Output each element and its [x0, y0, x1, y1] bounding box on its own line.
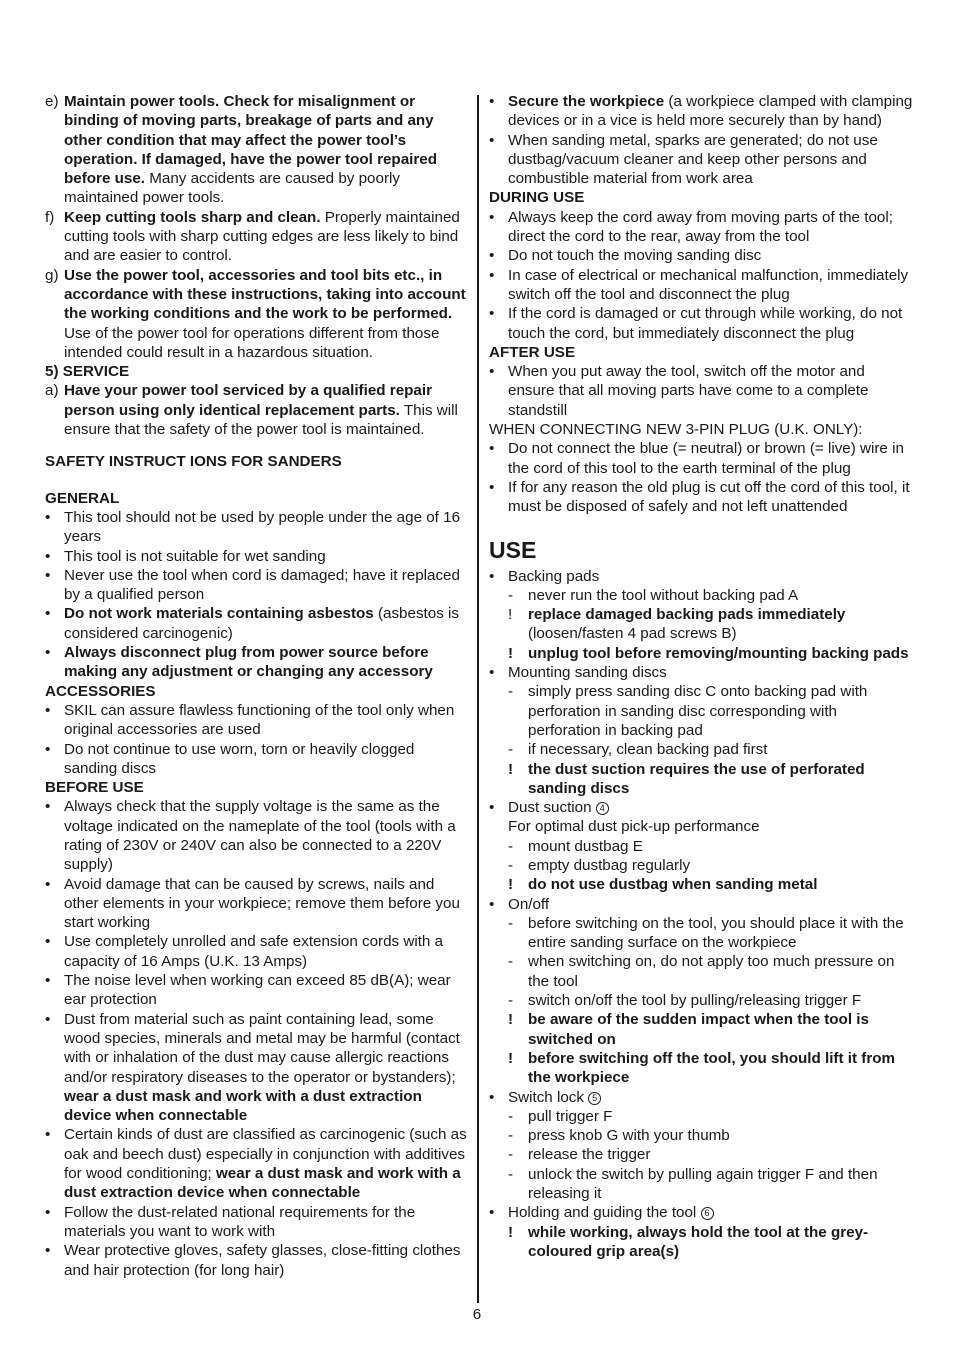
body-text: Backing pads — [508, 567, 600, 585]
body-text: This will ensure that the safety of the power tool is maintained. — [64, 401, 458, 439]
bullet-item — [489, 92, 913, 131]
bullet-marker: • — [489, 93, 495, 110]
section-heading — [45, 362, 469, 381]
body-text: BEFORE USE — [45, 779, 144, 797]
body-text: release the trigger — [528, 1146, 651, 1164]
bullet-marker: • — [489, 1204, 495, 1222]
body-text: Dust from material such as paint containing lead, some wood species, minerals and metal may be harmful (contact with or inhalation of the dust may cause allergic reactions and/or respiratory diseases to the operator or bystanders); — [64, 1010, 460, 1086]
body-text: This tool is not suitable for wet sanding — [64, 547, 326, 565]
body-text: Mounting sanding discs — [508, 664, 667, 682]
bullet-item — [45, 1125, 469, 1202]
bullet-marker: • — [489, 478, 495, 496]
sub-item — [489, 1107, 913, 1126]
body-text: 5) SERVICE — [45, 363, 130, 381]
bullet-item — [45, 1203, 469, 1242]
bullet-marker: • — [489, 1088, 495, 1106]
bullet-item — [489, 304, 913, 343]
bullet-item — [45, 604, 469, 643]
bullet-marker: • — [489, 131, 495, 149]
body-text: When you put away the tool, switch off the motor and ensure that all moving parts have come to a complete standstill — [508, 363, 869, 419]
bold-text: unplug tool before removing/mounting backing pads — [528, 644, 909, 662]
right-column — [489, 92, 913, 1261]
bullet-item — [489, 439, 913, 478]
bullet-marker: • — [45, 1010, 51, 1028]
sub-item — [489, 991, 913, 1010]
body-text: ACCESSORIES — [45, 682, 156, 700]
item-letter: e) — [45, 93, 59, 110]
bullet-item — [489, 663, 913, 682]
sub-item — [489, 952, 913, 991]
body-text: Switch lock — [508, 1088, 589, 1106]
bullet-marker: • — [489, 799, 495, 817]
bullet-item — [45, 1010, 469, 1126]
warning-marker: ! — [508, 760, 514, 778]
sub-item — [489, 914, 913, 953]
body-text: before switching on the tool, you should place it with the entire sanding surface on the workpiece — [528, 914, 904, 952]
body-text: SAFETY INSTRUCT IONS FOR SANDERS — [45, 453, 342, 471]
bullet-item — [45, 1241, 469, 1280]
body-text: The noise level when working can exceed 85 dB(A); wear ear protection — [64, 972, 451, 1009]
body-text: In case of electrical or mechanical malfunction, immediately switch off the tool and disconnect the plug — [508, 266, 909, 303]
body-text: SKIL can assure flawless functioning of the tool only when original accessories are used — [64, 701, 455, 739]
sub-item — [489, 586, 913, 605]
body-text: When sanding metal, sparks are generated; do not use dustbag/vacuum cleaner and keep other persons and combustible material from work area — [508, 131, 878, 188]
bullet-item — [489, 266, 913, 305]
body-text: If for any reason the old plug is cut off the cord of this tool, it must be disposed of safely and not left unattended — [508, 478, 910, 516]
body-text: Use completely unrolled and safe extension cords with a capacity of 16 Amps (U.K. 13 Amps) — [64, 933, 444, 970]
bullet-marker: • — [45, 875, 51, 893]
bullet-item — [489, 1203, 913, 1222]
body-text: (loosen/fasten 4 pad screws B) — [528, 625, 737, 643]
sub-item — [489, 1049, 913, 1088]
figure-reference-icon: 5 — [588, 1092, 601, 1105]
section-heading — [489, 188, 913, 207]
bullet-marker: • — [45, 972, 51, 990]
lettered-item — [45, 266, 469, 362]
warning-marker: ! — [508, 606, 513, 624]
body-text: This tool should not be used by people under the age of 16 years — [64, 508, 461, 546]
sub-item — [489, 1010, 913, 1049]
bullet-marker: • — [489, 567, 495, 585]
bullet-marker: • — [45, 508, 51, 526]
bullet-item — [489, 208, 913, 247]
sub-item — [489, 760, 913, 799]
sub-item — [489, 1223, 913, 1262]
body-text: Do not connect the blue (= neutral) or brown (= live) wire in the cord of this tool to the earth terminal of the plug — [508, 440, 904, 477]
lettered-item — [45, 92, 469, 208]
bullet-item — [489, 567, 913, 586]
section-heading — [45, 489, 469, 508]
bullet-marker: • — [489, 363, 495, 381]
sub-item — [489, 644, 913, 663]
body-text: Always keep the cord away from moving parts of the tool; direct the cord to the rear, away from the tool — [508, 208, 893, 246]
dash-marker: - — [508, 914, 514, 932]
text-line — [489, 420, 913, 439]
bullet-marker: • — [489, 664, 495, 682]
body-text: mount dustbag E — [528, 837, 643, 855]
item-letter: g) — [45, 266, 59, 284]
dash-marker: - — [508, 953, 514, 971]
sub-item — [489, 856, 913, 875]
bold-text: Do not work materials containing asbestos — [64, 605, 374, 623]
bold-text: wear a dust mask and work with a dust extraction device when connectable — [64, 1087, 422, 1125]
sub-item — [489, 605, 913, 644]
body-text: Do not touch the moving sanding disc — [508, 247, 762, 265]
bold-text: do not use dustbag when sanding metal — [528, 876, 818, 894]
bold-text: be aware of the sudden impact when the tool is switched on — [528, 1011, 869, 1048]
body-text: On/off — [508, 895, 550, 913]
dash-marker: - — [508, 837, 514, 855]
bullet-item — [489, 131, 913, 189]
warning-marker: ! — [508, 1011, 514, 1029]
bullet-marker: • — [45, 1242, 51, 1260]
body-text: Wear protective gloves, safety glasses, close-fitting clothes and hair protection (for long hair) — [64, 1242, 461, 1279]
bold-text: Maintain power tools. Check for misalignment or binding of moving parts, breakage of parts and any other condition that may affect the power tool’s operation. If damaged, have the power tool repaired before use. — [64, 93, 438, 188]
bullet-item — [45, 740, 469, 779]
bullet-marker: • — [45, 933, 51, 951]
warning-marker: ! — [508, 1049, 514, 1067]
bullet-marker: • — [489, 440, 495, 458]
body-text: If the cord is damaged or cut through while working, do not touch the cord, but immediately disconnect the plug — [508, 305, 903, 342]
section-title — [489, 537, 913, 564]
section-heading — [45, 452, 469, 471]
body-text: GENERAL — [45, 489, 120, 507]
body-text: Never use the tool when cord is damaged; have it replaced by a qualified person — [64, 566, 460, 604]
body-text: USE — [489, 536, 537, 563]
bullet-marker: • — [45, 740, 51, 758]
page-number: 6 — [472, 1306, 482, 1323]
lettered-item — [45, 381, 469, 439]
body-text: if necessary, clean backing pad first — [528, 741, 768, 759]
bold-text: Always disconnect plug from power source before making any adjustment or changing any accessory — [64, 644, 433, 681]
body-text: Use of the power tool for operations different from those intended could result in a hazardous situation. — [64, 324, 440, 361]
dash-marker: - — [508, 1107, 514, 1125]
body-text: DURING USE — [489, 189, 585, 207]
dash-marker: - — [508, 586, 514, 604]
column-divider — [477, 95, 479, 1303]
body-text: Many accidents are caused by poorly maintained power tools. — [64, 170, 400, 207]
bullet-item — [489, 1088, 913, 1107]
indented-text — [489, 817, 913, 836]
bold-text: the dust suction requires the use of perforated sanding discs — [528, 760, 865, 797]
bold-text: before switching off the tool, you should lift it from the workpiece — [528, 1049, 896, 1087]
body-text: unlock the switch by pulling again trigger F and then releasing it — [528, 1165, 878, 1203]
bullet-item — [489, 895, 913, 914]
body-text: Properly maintained cutting tools with sharp cutting edges are less likely to bind and are easier to control. — [64, 208, 460, 265]
bold-text: Have your power tool serviced by a qualified repair person using only identical replacement parts. — [64, 382, 432, 419]
item-letter: a) — [45, 382, 59, 400]
dash-marker: - — [508, 1146, 514, 1164]
bullet-marker: • — [489, 247, 495, 265]
bold-text: Use the power tool, accessories and tool bits etc., in accordance with these instructions, taking into account the working conditions and the work to be performed. — [64, 266, 466, 323]
warning-marker: ! — [508, 644, 514, 662]
sub-item — [489, 1126, 913, 1145]
sub-item — [489, 1145, 913, 1164]
bullet-item — [489, 362, 913, 420]
sub-item — [489, 837, 913, 856]
section-heading — [45, 682, 469, 701]
dash-marker: - — [508, 683, 514, 701]
lettered-item — [45, 208, 469, 266]
body-text: Do not continue to use worn, torn or heavily clogged sanding discs — [64, 740, 415, 777]
body-text: Follow the dust-related national requirements for the materials you want to work with — [64, 1203, 416, 1240]
figure-reference-icon: 6 — [701, 1207, 714, 1220]
bold-text: Secure the workpiece — [508, 93, 665, 110]
item-letter: f) — [45, 208, 55, 226]
sub-item — [489, 1165, 913, 1204]
bullet-item — [45, 875, 469, 933]
body-text: Avoid damage that can be caused by screws, nails and other elements in your workpiece; remove them before you start working — [64, 875, 460, 932]
bold-text: replace damaged backing pads immediately — [528, 606, 846, 624]
figure-reference-icon: 4 — [596, 802, 609, 815]
body-text: WHEN CONNECTING NEW 3-PIN PLUG (U.K. ONLY): — [489, 421, 863, 439]
bullet-item — [45, 547, 469, 566]
body-text: press knob G with your thumb — [528, 1127, 730, 1145]
section-heading — [45, 778, 469, 797]
dash-marker: - — [508, 856, 514, 874]
bullet-marker: • — [489, 305, 495, 323]
body-text: empty dustbag regularly — [528, 856, 691, 874]
bold-text: wear a dust mask and work with a dust extraction device when connectable — [64, 1165, 461, 1202]
bold-text: while working, always hold the tool at the grey-coloured grip area(s) — [528, 1223, 869, 1260]
bullet-item — [489, 246, 913, 265]
body-text: when switching on, do not apply too much pressure on the tool — [528, 953, 895, 990]
dash-marker: - — [508, 1127, 514, 1145]
bullet-marker: • — [45, 1126, 51, 1144]
body-text: switch on/off the tool by pulling/releasing trigger F — [528, 992, 862, 1010]
bullet-marker: • — [489, 208, 495, 226]
sub-item — [489, 682, 913, 740]
body-text: never run the tool without backing pad A — [528, 586, 799, 604]
bullet-item — [489, 478, 913, 517]
bullet-marker: • — [489, 895, 495, 913]
body-text: Always check that the supply voltage is the same as the voltage indicated on the nameplate of the tool (tools with a rating of 230V or 240V can also be connected to a 220V supply) — [64, 798, 456, 874]
bullet-item — [489, 798, 913, 817]
body-text: Certain kinds of dust are classified as carcinogenic (such as oak and beech dust) especially in conjunction with additives for wood conditioning; — [64, 1126, 467, 1183]
bullet-marker: • — [45, 701, 51, 719]
body-text: simply press sanding disc C onto backing pad with perforation in sanding disc corresponding with perforation in backing pad — [528, 683, 868, 739]
warning-marker: ! — [508, 1223, 514, 1241]
body-text: Holding and guiding the tool — [508, 1204, 701, 1222]
bullet-marker: • — [45, 566, 51, 584]
section-heading — [489, 343, 913, 362]
bullet-marker: • — [45, 605, 51, 623]
bold-text: Keep cutting tools sharp and clean. — [64, 208, 321, 226]
body-text: (a workpiece clamped with clamping devices or in a vice is held more securely than by hand) — [508, 93, 913, 130]
bullet-item — [45, 643, 469, 682]
bullet-marker: • — [45, 644, 51, 662]
body-text: Dust suction — [508, 799, 596, 817]
dash-marker: - — [508, 1165, 514, 1183]
bullet-item — [45, 508, 469, 547]
bullet-marker: • — [45, 798, 51, 816]
warning-marker: ! — [508, 876, 514, 894]
bullet-item — [45, 701, 469, 740]
body-text: For optimal dust pick-up performance — [508, 818, 760, 836]
body-text: pull trigger F — [528, 1107, 613, 1125]
bullet-marker: • — [45, 1203, 51, 1221]
bullet-marker: • — [489, 266, 495, 284]
sub-item — [489, 740, 913, 759]
dash-marker: - — [508, 992, 514, 1010]
bullet-item — [45, 932, 469, 971]
body-text: (asbestos is considered carcinogenic) — [64, 605, 459, 642]
bullet-item — [45, 971, 469, 1010]
bullet-item — [45, 566, 469, 605]
left-column — [45, 92, 469, 1280]
dash-marker: - — [508, 741, 514, 759]
bullet-marker: • — [45, 547, 51, 565]
bullet-item — [45, 797, 469, 874]
sub-item — [489, 875, 913, 894]
body-text: AFTER USE — [489, 343, 576, 361]
